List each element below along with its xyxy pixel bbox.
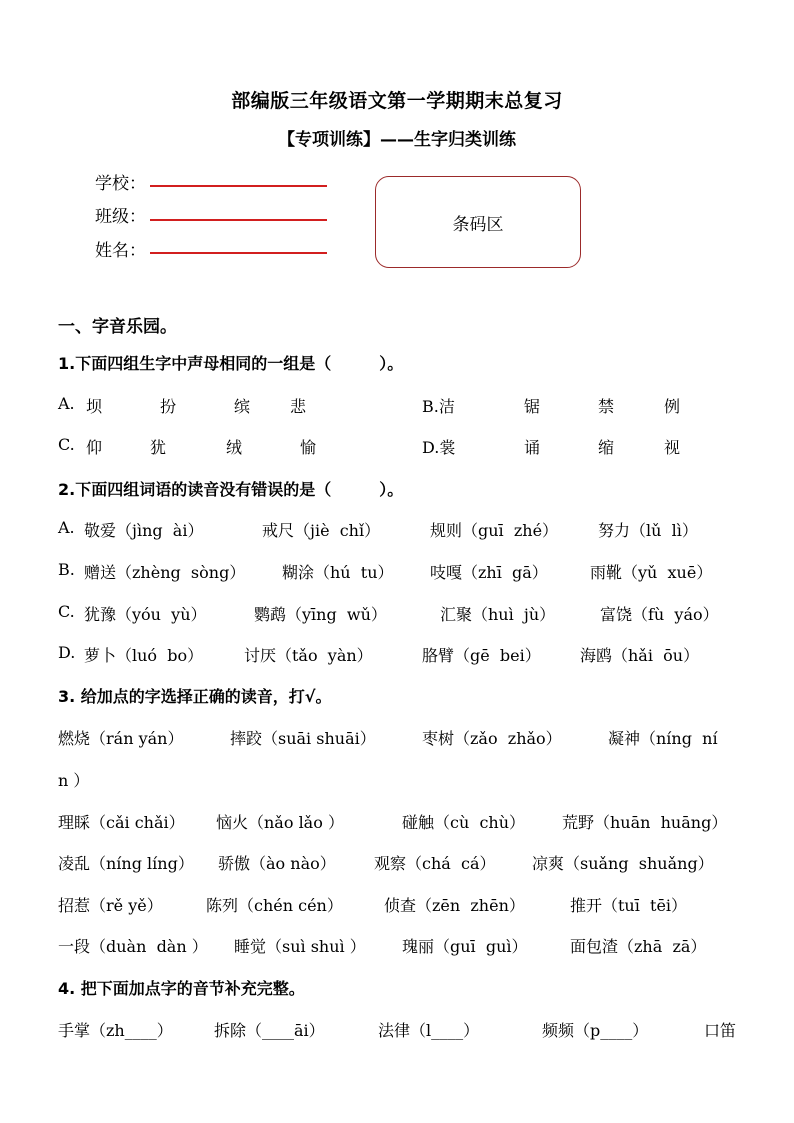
- q3-item: 骄傲（ào nào）: [218, 854, 336, 873]
- q1-a-label: A.: [58, 394, 75, 413]
- q3-item: 摔跤（suāi shuāi）: [230, 729, 376, 748]
- q1-char: 视: [664, 438, 681, 457]
- q2-word: 雨靴（yǔ xuē）: [590, 563, 713, 582]
- q2-option-label: C.: [58, 602, 75, 621]
- q3-item: 凌乱（níng líng）: [58, 854, 194, 873]
- q2-word: 萝卜（luó bo）: [84, 646, 204, 665]
- name-label: 姓名：: [95, 241, 146, 261]
- q4-item[interactable]: 法律（l____）: [378, 1021, 480, 1040]
- q2-option-label: A.: [58, 518, 75, 537]
- barcode-label: 条码区: [452, 214, 504, 235]
- q3-item: 侦查（zēn zhēn）: [384, 896, 525, 915]
- q3-item: 碰触（cù chù）: [402, 813, 526, 832]
- q2-word: 敬爱（jìng ài）: [84, 521, 204, 540]
- barcode-area: [375, 176, 581, 268]
- q2-word: 讨厌（tǎo yàn）: [244, 646, 373, 665]
- q4-item: 口笛: [704, 1021, 737, 1040]
- q2-word: 赠送（zhèng sòng）: [84, 563, 246, 582]
- q1-char: 缩: [598, 438, 615, 457]
- page-subtitle: 【专项训练】——生字归类训练: [278, 130, 516, 150]
- q3-item: 睡觉（suì shuì ）: [234, 937, 366, 956]
- q1-d-label: D.裳: [422, 438, 456, 457]
- q1-char: 犹: [150, 438, 167, 457]
- q3-item-wrap: n ）: [58, 771, 90, 790]
- q3-item: 推开（tuī tēi）: [570, 896, 688, 915]
- question-1: 1.下面四组生字中声母相同的一组是（ ）。: [58, 354, 404, 373]
- name-field[interactable]: [150, 252, 327, 254]
- q3-item: 理睬（cǎi chǎi）: [58, 813, 185, 832]
- q1-char: 愉: [300, 438, 317, 457]
- q1-char: 坝: [86, 397, 103, 416]
- q2-option-label: D.: [58, 643, 76, 662]
- q2-word: 海鸥（hǎi ōu）: [580, 646, 700, 665]
- page-title: 部编版三年级语文第一学期期末总复习: [231, 90, 563, 112]
- q1-c-label: C.: [58, 435, 75, 454]
- q1-char: 绒: [226, 438, 243, 457]
- question-3: 3. 给加点的字选择正确的读音，打√。: [58, 687, 332, 706]
- section-heading: 一、字音乐园。: [58, 317, 177, 337]
- q2-word: 规则（guī zhé）: [430, 521, 559, 540]
- q3-item: 瑰丽（guī guì）: [402, 937, 528, 956]
- q3-item: 凝神（níng ní: [608, 729, 718, 748]
- class-field[interactable]: [150, 219, 327, 221]
- q1-char: 仰: [86, 438, 103, 457]
- school-label: 学校：: [95, 174, 146, 194]
- class-label: 班级：: [95, 207, 146, 227]
- q3-item: 枣树（zǎo zhǎo）: [422, 729, 562, 748]
- q2-word: 胳臂（gē bei）: [422, 646, 541, 665]
- q2-word: 鹦鹉（yīng wǔ）: [254, 605, 387, 624]
- q1-char: 例: [664, 397, 681, 416]
- q2-word: 犹豫（yóu yù）: [84, 605, 207, 624]
- school-field[interactable]: [150, 185, 327, 187]
- q1-char: 缤: [234, 397, 251, 416]
- q3-item: 凉爽（suǎng shuǎng）: [532, 854, 714, 873]
- q3-item: 陈列（chén cén）: [206, 896, 343, 915]
- q4-item[interactable]: 拆除（____āi）: [214, 1021, 325, 1040]
- q1-char: 禁: [598, 397, 615, 416]
- q2-word: 糊涂（hú tu）: [282, 563, 394, 582]
- q1-char: 锯: [524, 397, 541, 416]
- q3-item: 一段（duàn dàn ）: [58, 937, 208, 956]
- q4-item[interactable]: 手掌（zh____）: [58, 1021, 173, 1040]
- q1-char: 诵: [524, 438, 541, 457]
- q2-option-label: B.: [58, 560, 75, 579]
- q3-item: 招惹（rě yě）: [58, 896, 163, 915]
- q1-b-label: B.洁: [422, 397, 455, 416]
- q2-word: 吱嘎（zhī gā）: [430, 563, 548, 582]
- q3-item: 面包渣（zhā zā）: [570, 937, 707, 956]
- q3-item: 燃烧（rán yán）: [58, 729, 184, 748]
- q1-char: 扮: [160, 397, 177, 416]
- question-4: 4. 把下面加点字的音节补充完整。: [58, 979, 305, 998]
- q1-char: 悲: [290, 397, 307, 416]
- q2-word: 戒尺（jiè chǐ）: [262, 521, 381, 540]
- q2-word: 汇聚（huì jù）: [440, 605, 556, 624]
- q4-item[interactable]: 频频（p____）: [542, 1021, 649, 1040]
- q3-item: 恼火（nǎo lǎo ）: [216, 813, 344, 832]
- q3-item: 观察（chá cá）: [374, 854, 496, 873]
- q3-item: 荒野（huān huāng）: [562, 813, 728, 832]
- question-2: 2.下面四组词语的读音没有错误的是（ ）。: [58, 480, 404, 499]
- q2-word: 努力（lǔ lì）: [598, 521, 698, 540]
- q2-word: 富饶（fù yáo）: [600, 605, 719, 624]
